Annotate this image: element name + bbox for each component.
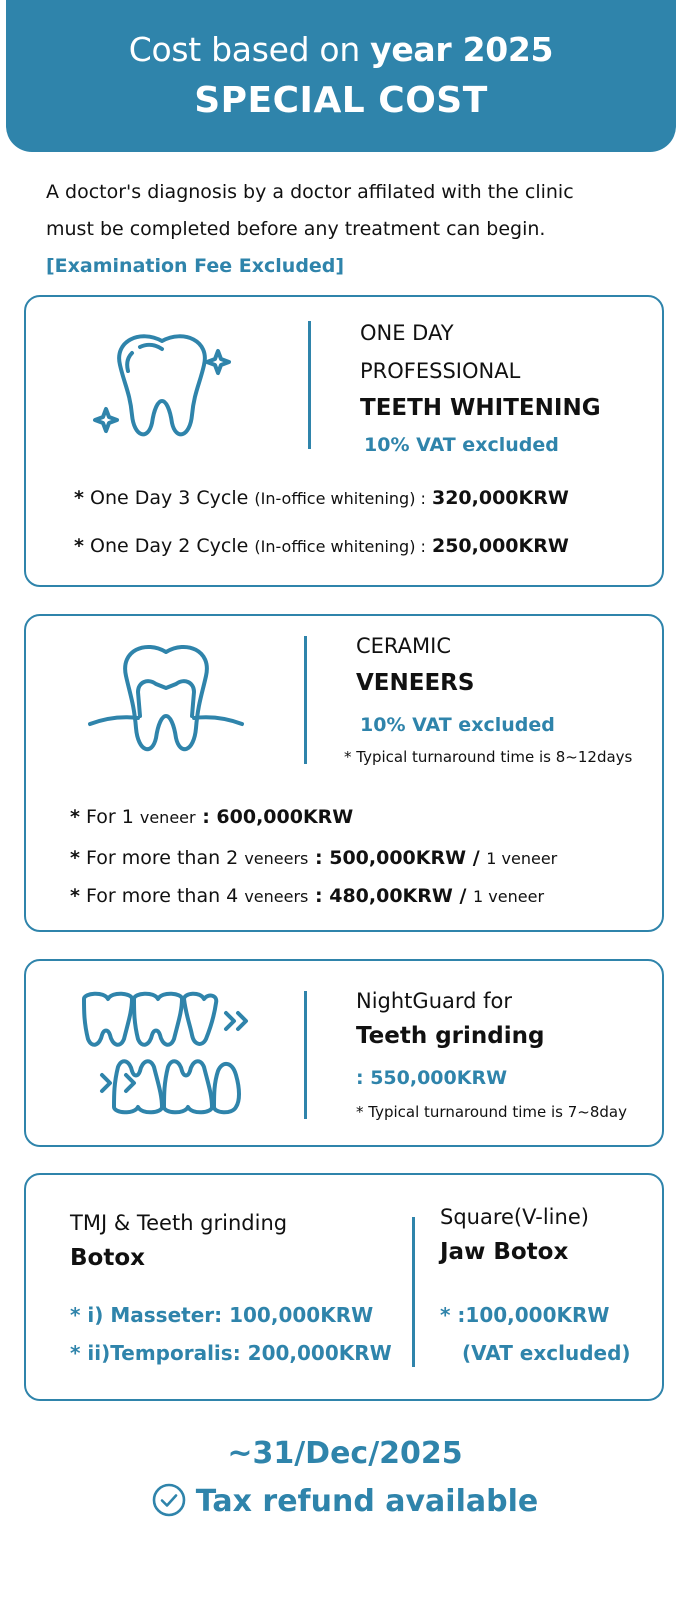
row-price: 500,000KRW (329, 847, 467, 869)
row-detail: (In-office whitening) : (254, 489, 426, 508)
nightguard-card (24, 959, 664, 1147)
row-label: One Day 2 Cycle (89, 535, 249, 557)
row-sep: : (308, 885, 330, 907)
veneers-vat: 10% VAT excluded (360, 714, 555, 736)
nightguard-price: : 550,000KRW (356, 1067, 508, 1089)
whitening-line-2: PROFESSIONAL (360, 359, 521, 383)
row-price: 250,000KRW (431, 535, 569, 557)
nightguard-turnaround-note: * Typical turnaround time is 7~8day (356, 1103, 627, 1121)
botox-left-title: Botox (70, 1245, 145, 1271)
tax-refund-line (0, 1484, 690, 1520)
whitening-card (24, 295, 664, 587)
jaw-botox-vat: (VAT excluded) (462, 1341, 631, 1365)
whitening-title: TEETH WHITENING (360, 395, 601, 421)
price-row-3-cycle (74, 487, 569, 509)
header-title: SPECIAL COST (194, 80, 488, 121)
row-unit: veneers (244, 887, 309, 906)
veneers-title: VENEERS (356, 670, 475, 696)
header-line-1-prefix: Cost based on (128, 30, 371, 69)
veneer-price-row-2 (70, 847, 557, 869)
botox-divider (412, 1217, 415, 1367)
botox-left-line-1: TMJ & Teeth grinding (70, 1211, 288, 1235)
row-label: One Day 3 Cycle (89, 487, 249, 509)
whitening-divider (308, 321, 311, 449)
row-per-unit: 1 veneer (486, 849, 558, 868)
veneers-turnaround-note: * Typical turnaround time is 8~12days (344, 748, 633, 766)
nightguard-divider (304, 991, 307, 1119)
row-sep: : (195, 806, 217, 828)
veneers-line-1: CERAMIC (356, 634, 452, 658)
row-per: / (452, 885, 474, 907)
whitening-vat: 10% VAT excluded (364, 434, 559, 456)
nightguard-title: Teeth grinding (356, 1023, 545, 1049)
check-circle-icon (152, 1483, 186, 1517)
intro-line-2: must be completed before any treatment can begin. (46, 218, 546, 240)
intro-text (46, 174, 574, 285)
whitening-line-1: ONE DAY (360, 321, 454, 345)
row-price: 480,00KRW (329, 885, 453, 907)
header-banner (6, 0, 676, 152)
nightguard-line-1: NightGuard for (356, 989, 513, 1013)
row-per-unit: 1 veneer (473, 887, 545, 906)
veneer-price-row-3 (70, 885, 544, 907)
header-year: year 2025 (370, 30, 554, 69)
temporalis-price: * ii)Temporalis: 200,000KRW (70, 1341, 392, 1365)
row-label: For more than 2 (85, 847, 239, 869)
row-unit: veneer (139, 808, 196, 827)
tax-refund-text: Tax refund available (195, 1484, 539, 1519)
veneer-tooth-icon (86, 638, 246, 768)
veneers-divider (304, 636, 307, 764)
bullet: * (74, 535, 84, 557)
masseter-price: * i) Masseter: 100,000KRW (70, 1303, 374, 1327)
promo-end-date: ~31/Dec/2025 (227, 1436, 463, 1471)
row-label: For 1 (85, 806, 134, 828)
bullet: * (70, 806, 80, 828)
row-unit: veneers (244, 849, 309, 868)
price-row-2-cycle (74, 535, 569, 557)
jaw-botox-price: * :100,000KRW (440, 1303, 610, 1327)
veneers-card (24, 614, 664, 932)
row-price: 320,000KRW (431, 487, 569, 509)
botox-right-line-1: Square(V-line) (440, 1205, 589, 1229)
intro-line-1: A doctor's diagnosis by a doctor affilated with the clinic (46, 181, 574, 203)
sparkling-tooth-icon (90, 323, 240, 453)
row-price: 600,000KRW (216, 806, 354, 828)
row-per: / (466, 847, 487, 869)
botox-card (24, 1173, 664, 1401)
row-label: For more than 4 (85, 885, 239, 907)
bullet: * (70, 847, 80, 869)
header-line-1 (6, 30, 676, 69)
bullet: * (70, 885, 80, 907)
botox-right-title: Jaw Botox (440, 1239, 569, 1265)
row-sep: : (308, 847, 330, 869)
veneer-price-row-1 (70, 806, 353, 828)
row-detail: (In-office whitening) : (254, 537, 426, 556)
examination-fee-note: [Examination Fee Excluded] (46, 255, 345, 277)
teeth-grinding-icon (76, 989, 256, 1117)
bullet: * (74, 487, 84, 509)
